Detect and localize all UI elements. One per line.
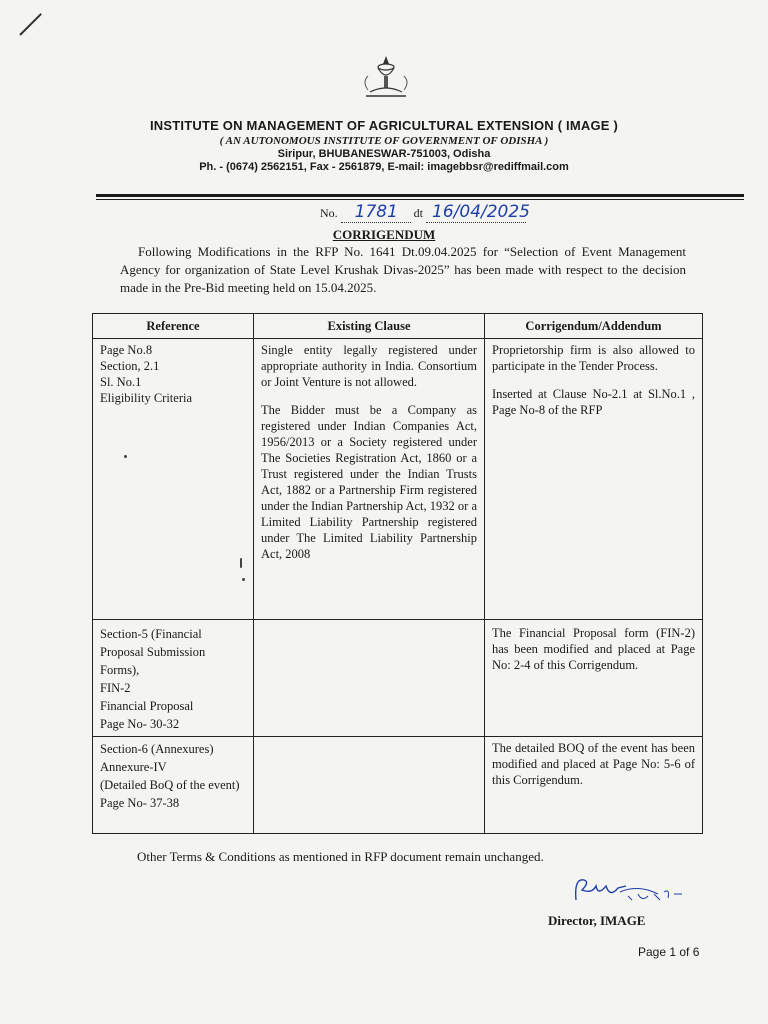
header-divider-thin [96,199,744,200]
corrigendum-paragraph: Proprietorship firm is also allowed to participate in the Tender Process. [492,343,695,373]
corrigendum-paragraph: The detailed BOQ of the event has been modified and placed at Page No: 5-6 of this Corrigendum. [492,741,695,787]
institute-name: INSTITUTE ON MANAGEMENT OF AGRICULTURAL EXTENSION ( IMAGE ) [150,118,618,133]
ref-no-value: 1781 [354,202,398,222]
corrigendum-table [92,313,703,834]
reference-cell [93,737,254,834]
reference-line: Page No- 30-32 [100,717,180,731]
institute-address: Siripur, BHUBANESWAR-751003, Odisha [277,148,491,160]
ref-date-value: 16/04/2025 [432,202,530,222]
reference-cell [93,339,254,620]
reference-line [320,202,530,223]
header-divider [96,194,744,197]
clause-paragraph: The Bidder must be a Company as registered under Indian Companies Act, 1956/2013 or a Society registered under The Societies Registration Act, 1860 or a Trust registered under the Indian Trusts Act, 1882 or a Partnership Firm registered under the Indian Partnership Act, 1932 or a Limited Liability Partnership registered under The Limited Liability Partnership Act, 2008 [261,403,477,561]
letterhead [0,118,768,173]
intro-paragraph [120,243,686,297]
reference-line: Sl. No.1 [100,375,142,389]
corrigendum-paragraph: Inserted at Clause No-2.1 at Sl.No.1 , Page No-8 of the RFP [492,387,695,417]
reference-cell [93,620,254,737]
reference-line: Section-6 (Annexures) [100,742,214,756]
column-header-reference: Reference [93,314,254,339]
column-header-corrigendum: Corrigendum/Addendum [485,314,703,339]
document-title: CORRIGENDUM [332,227,436,242]
reference-line: Page No.8 [100,343,153,357]
corrigendum-cell [485,737,703,834]
reference-line: Section, 2.1 [100,359,160,373]
institute-contact: Ph. - (0674) 2562151, Fax - 2561879, E-mail: imagebbsr@rediffmail.com [199,161,569,173]
existing-clause-cell [254,620,485,737]
table-row [93,620,703,737]
scan-speck [124,455,127,458]
clause-paragraph: Single entity legally registered under appropriate authority in India. Consortium or Joint Venture is not allowed. [261,343,477,389]
corrigendum-cell [485,339,703,620]
pen-mark [19,13,42,36]
scan-speck [242,578,245,581]
reference-line: (Detailed BoQ of the event) [100,778,240,792]
institute-subtitle: ( AN AUTONOMOUS INSTITUTE OF GOVERNMENT OF ODISHA ) [219,135,549,147]
corrigendum-paragraph: The Financial Proposal form (FIN-2) has been modified and placed at Page No: 2-4 of this Corrigendum. [492,626,695,672]
director-signature [568,872,698,908]
column-header-existing-clause: Existing Clause [254,314,485,339]
reference-line: Section-5 (Financial Proposal Submission Forms), [100,627,206,677]
reference-line: Financial Proposal [100,699,194,713]
reference-line: FIN-2 [100,681,131,695]
intro-text: Following Modifications in the RFP No. 1641 Dt.09.04.2025 for “Selection of Event Management Agency for organization of State Level Krushak Divas-2025” has been made with respect to the decision made in the Pre-Bid meeting held on 15.04.2025. [120,244,686,295]
footer-note: Other Terms & Conditions as mentioned in RFP document remain unchanged. [137,849,544,864]
reference-line: Page No- 37-38 [100,796,180,810]
page-number: Page 1 of 6 [638,945,700,959]
ref-date-label: dt [413,206,424,220]
existing-clause-cell [254,339,485,620]
scan-speck [240,558,242,568]
existing-clause-cell [254,737,485,834]
reference-line: Eligibility Criteria [100,391,192,405]
reference-line: Annexure-IV [100,760,167,774]
table-row [93,737,703,834]
table-row [93,339,703,620]
institute-emblem-icon [356,52,416,102]
table-header-row [93,314,703,339]
signatory-title: Director, IMAGE [548,913,646,928]
ref-no-label: No. [320,206,338,220]
corrigendum-cell [485,620,703,737]
